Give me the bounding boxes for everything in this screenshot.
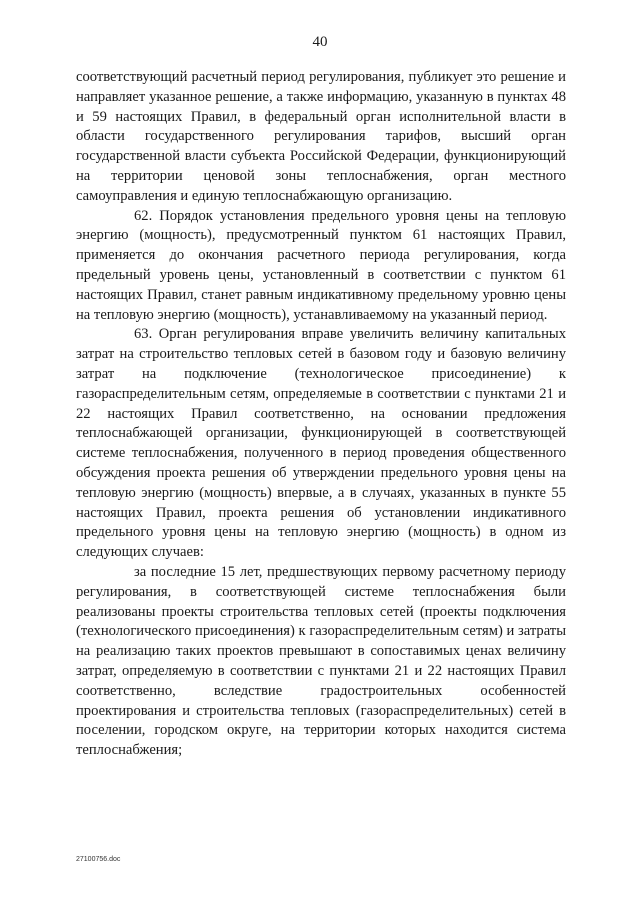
paragraph-continuation: соответствующий расчетный период регулирования, публикует это решение и направляет указанное решение, а также информацию, указанную в пунктах 48 и 59 настоящих Правил, в федеральный орган исполнительной власти в области государственного регулирования тарифов, высший орган государственной власти субъекта Российской Федерации, функционирующий на территории ценовой зоны теплоснабжения, орган местного самоуправления и единую теплоснабжающую организацию.	[76, 69, 566, 204]
paragraph-63: 63. Орган регулирования вправе увеличить величину капитальных затрат на строительство тепловых сетей в базовом году и базовую величину затрат на подключение (технологическое присоединение) к газораспределительным сетям, определяемые в соответствии с пунктами 21 и 22 настоящих Правил соответственно, на основании предложения теплоснабжающей организации, функционирующей в соответствующей системе теплоснабжения, полученного в период проведения общественного обсуждения проекта решения об утверждении предельного уровня цены на тепловую энергию (мощность) впервые, а в случаях, указанных в пункте 55 настоящих Правил, проекта решения об установлении индикативного предельного уровня цены на тепловую энергию (мощность) в одном из следующих случаев:	[76, 326, 566, 561]
page-number: 40	[312, 34, 328, 50]
document-body	[76, 68, 566, 761]
paragraph-62: 62. Порядок установления предельного уровня цены на тепловую энергию (мощность), предусмотренный пунктом 61 настоящих Правил, применяется до окончания расчетного периода регулирования, когда предельный уровень цены, установленный в соответствии с пунктом 61 настоящих Правил, станет равным индикативному предельному уровню цены на тепловую энергию (мощность), устанавливаемому на указанный период.	[76, 207, 566, 323]
paragraph-case-15-years: за последние 15 лет, предшествующих первому расчетному периоду регулирования, в соответствующей системе теплоснабжения были реализованы проекты строительства тепловых сетей (проекты подключения (технологического присоединения) к газораспределительным сетям) и затраты на реализацию таких проектов превышают в сопоставимых ценах величину затрат, определяемую в соответствии с пунктами 21 и 22 настоящих Правил соответственно, вследствие градостроительных особенностей проектирования и строительства тепловых (газораспределительных) сетей в поселении, городском округе, на территории которых находится система теплоснабжения;	[76, 563, 566, 759]
footer-filename: 27100756.doc	[76, 856, 121, 863]
